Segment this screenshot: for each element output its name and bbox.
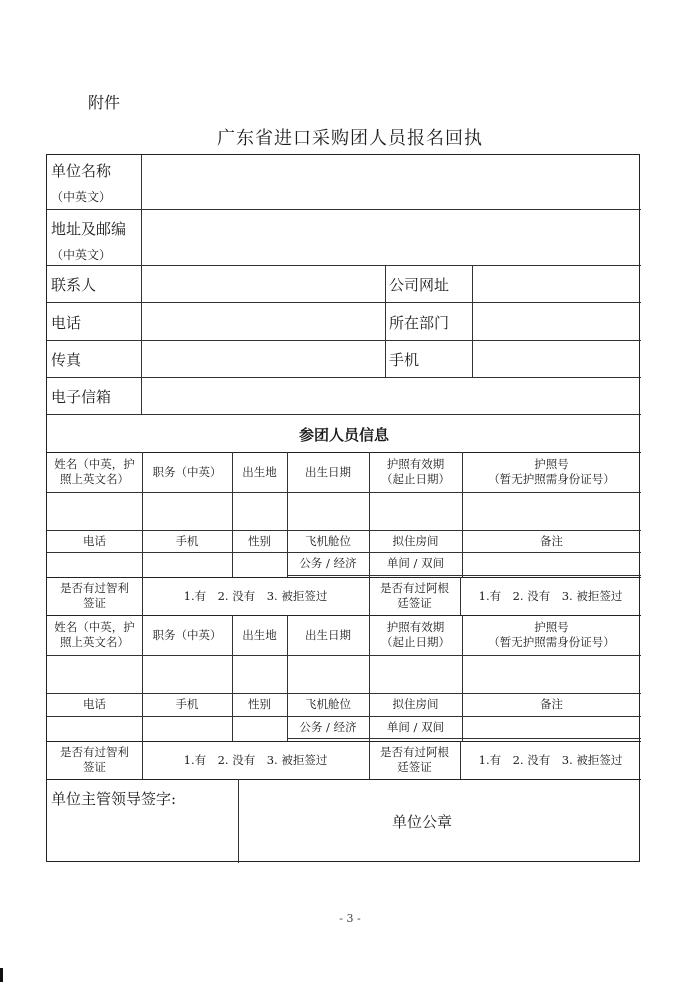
address-label: 地址及邮编 (51, 220, 127, 238)
rule (141, 377, 142, 414)
room-options: 单间 / 双间 (386, 556, 445, 570)
visa-question-1: 是否有过智利 签证 (60, 581, 129, 610)
visa-choices-1: 1.有 2. 没有 3. 被拒签过 (183, 752, 328, 767)
cabin-options: 公务 / 经济 (299, 556, 357, 570)
rule (47, 302, 641, 303)
header-remark: 备注 (540, 533, 563, 548)
visa-choices-2: 1.有 2. 没有 3. 被拒签过 (478, 752, 623, 767)
header-mobile: 手机 (175, 697, 199, 711)
registration-form (46, 154, 640, 862)
leader-signature-label: 单位主管领导签字: (51, 790, 177, 808)
mobile-label: 手机 (389, 351, 420, 369)
room-options: 单间 / 双间 (386, 719, 445, 734)
header-passport-number: 护照号 （暂无护照需身份证号） (488, 620, 615, 649)
email-label: 电子信箱 (51, 388, 112, 406)
cabin-options: 公务 / 经济 (299, 719, 357, 734)
fax-label: 传真 (51, 351, 82, 369)
contact-label: 联系人 (51, 276, 97, 294)
header-passport-number: 护照号 （暂无护照需身份证号） (488, 457, 615, 486)
rule (238, 779, 239, 863)
form-title: 广东省进口采购团人员报名回执 (217, 128, 483, 149)
rule (385, 265, 386, 377)
header-phone: 电话 (83, 533, 106, 548)
header-birthdate: 出生日期 (305, 464, 351, 479)
visa-choices-1: 1.有 2. 没有 3. 被拒签过 (183, 588, 328, 603)
header-passport-validity: 护照有效期 （起止日期） (381, 620, 450, 649)
scan-edge-mark (0, 968, 3, 982)
header-cabin: 飞机舱位 (305, 697, 351, 711)
rule (47, 377, 641, 378)
rule (287, 738, 641, 739)
rule (47, 340, 641, 341)
header-passport-validity: 护照有效期 （起止日期） (381, 457, 450, 486)
attachment-label: 附件 (88, 93, 121, 112)
rule (287, 575, 641, 576)
unit-name-label: 单位名称 (51, 162, 112, 180)
rule (47, 414, 641, 415)
header-gender: 性别 (248, 533, 271, 548)
header-cabin: 飞机舱位 (305, 533, 351, 548)
address-sublabel: （中英文） (51, 248, 112, 262)
rule (141, 155, 142, 414)
visa-question-1: 是否有过智利 签证 (60, 745, 129, 774)
visa-choices-2: 1.有 2. 没有 3. 被拒签过 (478, 588, 623, 603)
header-birthdate: 出生日期 (305, 627, 351, 642)
section-title: 参团人员信息 (298, 426, 389, 444)
header-mobile: 手机 (175, 533, 199, 548)
rule (47, 655, 641, 656)
rule (47, 492, 641, 493)
phone-label: 电话 (51, 314, 82, 332)
header-room: 拟住房间 (392, 697, 439, 711)
header-name: 姓名（中英，护 照上英文名） (54, 457, 135, 486)
unit-seal-label: 单位公章 (392, 813, 453, 831)
visa-question-2: 是否有过阿根 廷签证 (380, 581, 449, 610)
visa-question-2: 是否有过阿根 廷签证 (380, 745, 449, 774)
rule (47, 779, 641, 780)
header-position: 职务（中英） (152, 464, 222, 479)
page-number: - 3 - (339, 912, 361, 925)
header-gender: 性别 (248, 697, 271, 711)
department-label: 所在部门 (389, 314, 450, 332)
header-remark: 备注 (540, 697, 563, 711)
unit-name-sublabel: （中英文） (51, 190, 112, 204)
header-birthplace: 出生地 (242, 464, 277, 479)
header-birthplace: 出生地 (242, 627, 277, 642)
header-position: 职务（中英） (152, 627, 222, 642)
rule (47, 209, 641, 210)
header-room: 拟住房间 (392, 533, 439, 548)
rule (472, 265, 473, 377)
header-name: 姓名（中英，护 照上英文名） (54, 620, 135, 649)
website-label: 公司网址 (389, 276, 450, 294)
rule (47, 265, 641, 266)
header-phone: 电话 (83, 697, 106, 711)
